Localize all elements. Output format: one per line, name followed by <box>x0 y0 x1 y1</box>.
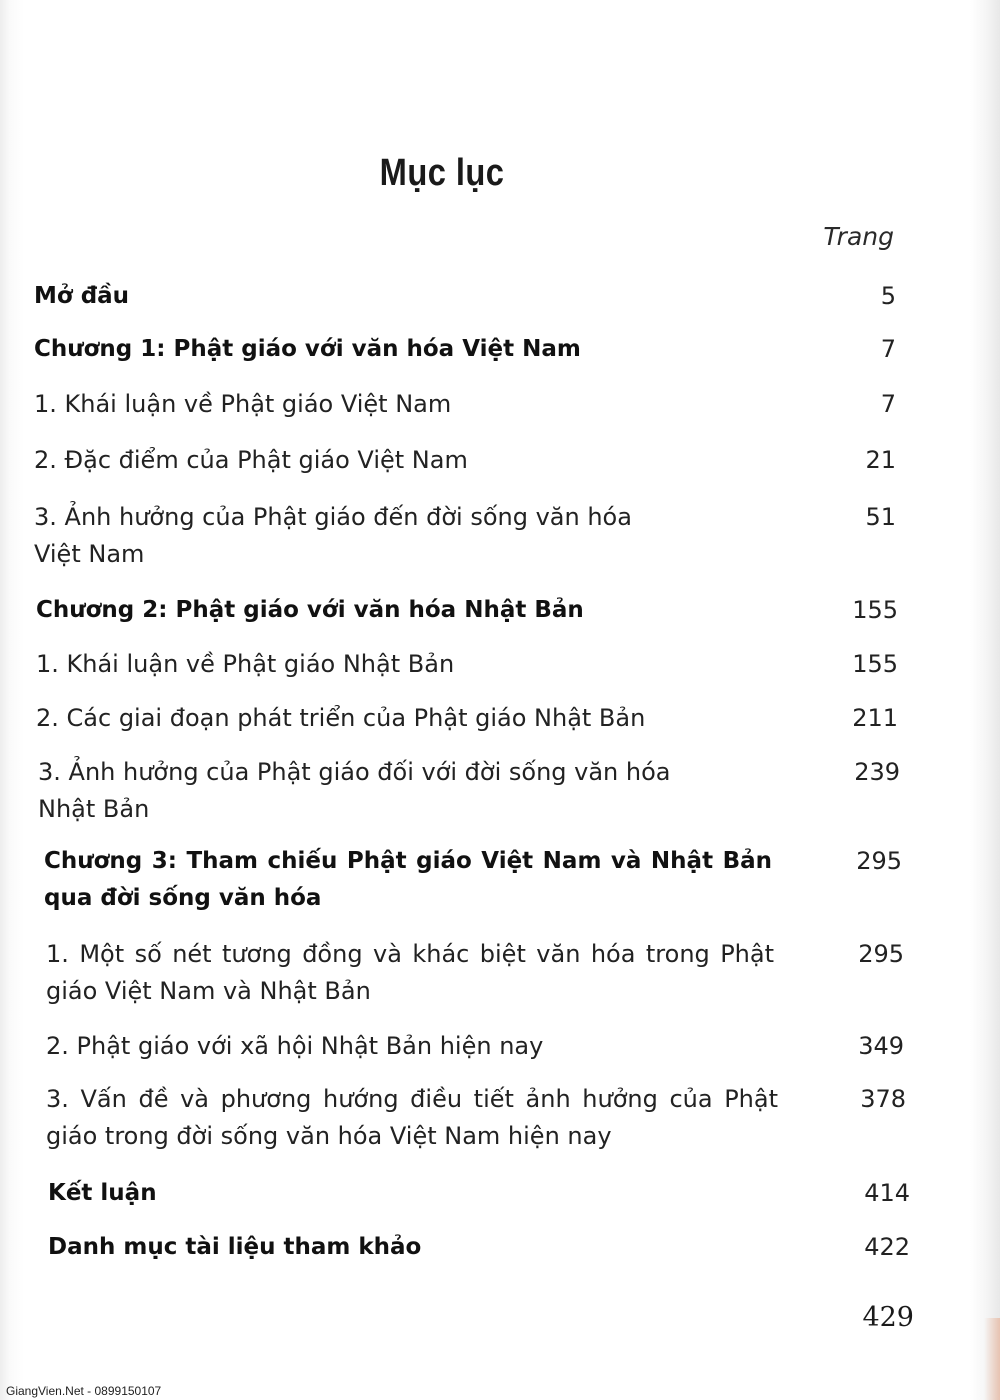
toc-entry-title: Danh mục tài liệu tham khảo <box>48 1234 422 1260</box>
toc-entry <box>34 499 896 573</box>
toc-entry <box>34 442 896 479</box>
watermark-text: GiangVien.Net - 0899150107 <box>6 1384 162 1398</box>
toc-entry-page: 155 <box>852 596 898 624</box>
toc-entry <box>38 754 900 828</box>
toc-entry <box>34 386 896 423</box>
toc-entry <box>46 1081 906 1155</box>
toc-entry-title: 3. Ảnh hưởng của Phật giáo đến đời sống văn hóa Việt Nam <box>34 503 632 568</box>
toc-entry-page: 5 <box>880 282 896 310</box>
toc-entry-page: 21 <box>865 446 896 474</box>
toc-entry <box>46 1028 904 1065</box>
toc-entry-page: 295 <box>858 940 904 968</box>
toc-entry <box>34 278 896 315</box>
toc-entry <box>36 646 898 683</box>
toc-entry-title: Mở đầu <box>34 283 130 309</box>
toc-entry <box>48 1229 910 1266</box>
toc-entry-page: 7 <box>880 335 896 363</box>
toc-entry-title: 1. Khái luận về Phật giáo Nhật Bản <box>36 650 455 678</box>
toc-entry-page: 211 <box>852 704 898 732</box>
toc-entry-title: Chương 3: Tham chiếu Phật giáo Việt Nam và Nhật Bản qua đời sống văn hóa <box>44 848 772 911</box>
toc-entry-page: 414 <box>864 1179 910 1207</box>
toc-entry-title: 3. Vấn đề và phương hướng điều tiết ảnh hưởng của Phật giáo trong đời sống văn hóa Việt Nam hiện nay <box>46 1085 778 1150</box>
toc-entry <box>48 1175 910 1212</box>
page-number-folio: 429 <box>862 1302 914 1333</box>
toc-entry-page: 349 <box>858 1032 904 1060</box>
toc-entry-title: 1. Một số nét tương đồng và khác biệt văn hóa trong Phật giáo Việt Nam và Nhật Bản <box>46 940 774 1005</box>
toc-entry-title: 1. Khái luận về Phật giáo Việt Nam <box>34 390 452 418</box>
toc-entry-title: 2. Đặc điểm của Phật giáo Việt Nam <box>34 446 468 474</box>
toc-entry <box>46 936 904 1010</box>
toc-entry <box>36 700 898 737</box>
toc-entry-page: 378 <box>860 1085 906 1113</box>
toc-entry-title: 2. Các giai đoạn phát triển của Phật giáo Nhật Bản <box>36 704 646 732</box>
toc-entry-page: 422 <box>864 1233 910 1261</box>
toc-entry-title: Kết luận <box>48 1180 157 1206</box>
toc-chapter <box>34 331 896 368</box>
toc-entry-title: 2. Phật giáo với xã hội Nhật Bản hiện nay <box>46 1032 544 1060</box>
toc-entry-page: 51 <box>865 503 896 531</box>
toc-entry-page: 239 <box>854 758 900 786</box>
toc-entry-page: 295 <box>856 847 902 875</box>
toc-chapter <box>36 592 898 629</box>
toc-entry-title: Chương 1: Phật giáo với văn hóa Việt Nam <box>34 336 581 362</box>
page-column-header: Trang <box>823 222 894 251</box>
toc-entry-title: Chương 2: Phật giáo với văn hóa Nhật Bản <box>36 597 584 623</box>
toc-chapter <box>44 843 902 917</box>
page-title: Mục lục <box>379 152 505 194</box>
page-edge-shadow <box>984 1318 1000 1400</box>
toc-entry-page: 155 <box>852 650 898 678</box>
toc-entry-page: 7 <box>880 390 896 418</box>
toc-entry-title: 3. Ảnh hưởng của Phật giáo đối với đời sống văn hóa Nhật Bản <box>38 758 671 823</box>
